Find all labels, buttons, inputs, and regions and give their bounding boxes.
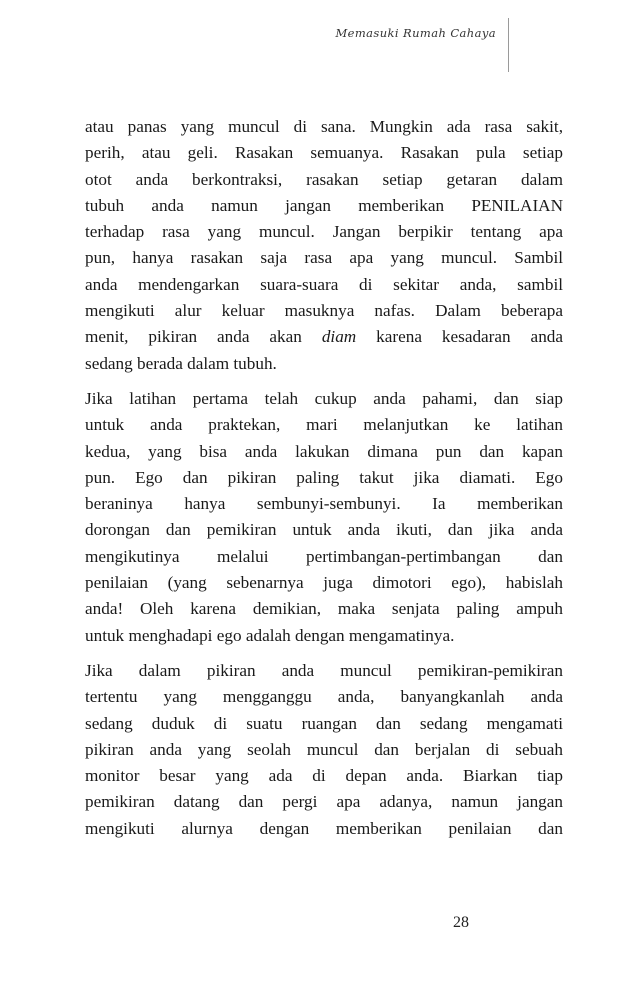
page-number: 28 [453, 914, 469, 931]
text-line: anda! Oleh karena demikian, maka senjata paling ampuh [85, 599, 563, 619]
running-header-title: Memasuki Rumah Cahaya [335, 26, 496, 40]
text-line: monitor besar yang ada di depan anda. Biarkan tiap [85, 766, 563, 786]
text-line: kedua, yang bisa anda lakukan dimana pun dan kapan [85, 441, 563, 461]
text-segment: menit, pikiran anda akan [85, 327, 322, 347]
text-line: pun, hanya rasakan saja rasa apa yang muncul. Sambil [85, 248, 563, 268]
text-line: atau panas yang muncul di sana. Mungkin ada rasa sakit, [85, 117, 563, 136]
text-line: mengikuti alur keluar masuknya nafas. Dalam beberapa [85, 301, 563, 321]
text-line: anda mendengarkan suara-suara di sekitar anda, sambil [85, 274, 563, 294]
text-line: perih, atau geli. Rasakan semuanya. Rasakan pula setiap [85, 143, 563, 163]
text-line: untuk anda praktekan, mari melanjutkan ke latihan [85, 415, 563, 435]
text-line: sedang berada dalam tubuh. [85, 353, 277, 373]
paragraph-1 [85, 114, 563, 377]
text-line: pemikiran datang dan pergi apa adanya, namun jangan [85, 792, 563, 812]
text-line: dorongan dan pemikiran untuk anda ikuti, dan jika anda [85, 520, 563, 540]
italic-word-diam: diam [321, 327, 357, 347]
text-line: mengikutinya melalui pertimbangan-pertimbangan dan [85, 546, 563, 566]
text-line: penilaian (yang sebenarnya juga dimotori ego), habislah [85, 573, 563, 593]
text-line: sedang duduk di suatu ruangan dan sedang mengamati [85, 713, 563, 733]
paragraph-2 [85, 386, 563, 649]
text-line [85, 324, 563, 350]
paragraph-3 [85, 658, 563, 842]
text-line: tubuh anda namun jangan memberikan PENILAIAN [85, 195, 563, 215]
text-line: pikiran anda yang seolah muncul dan berjalan di sebuah [85, 739, 563, 759]
header-divider-rule [508, 18, 509, 72]
text-line: Jika dalam pikiran anda muncul pemikiran-pemikiran [85, 660, 563, 680]
text-line: Jika latihan pertama telah cukup anda pahami, dan siap [85, 388, 563, 408]
text-line: otot anda berkontraksi, rasakan setiap getaran dalam [85, 169, 563, 189]
text-line: pun. Ego dan pikiran paling takut jika diamati. Ego [85, 467, 563, 487]
text-line: beraninya hanya sembunyi-sembunyi. Ia memberikan [85, 494, 563, 514]
body-text [85, 114, 563, 851]
text-line: mengikuti alurnya dengan memberikan penilaian dan [85, 818, 563, 838]
text-line: tertentu yang mengganggu anda, banyangkanlah anda [85, 687, 563, 707]
text-segment: karena kesadaran anda [356, 327, 564, 347]
text-line: untuk menghadapi ego adalah dengan mengamatinya. [85, 625, 455, 645]
text-line: terhadap rasa yang muncul. Jangan berpikir tentang apa [85, 222, 563, 242]
